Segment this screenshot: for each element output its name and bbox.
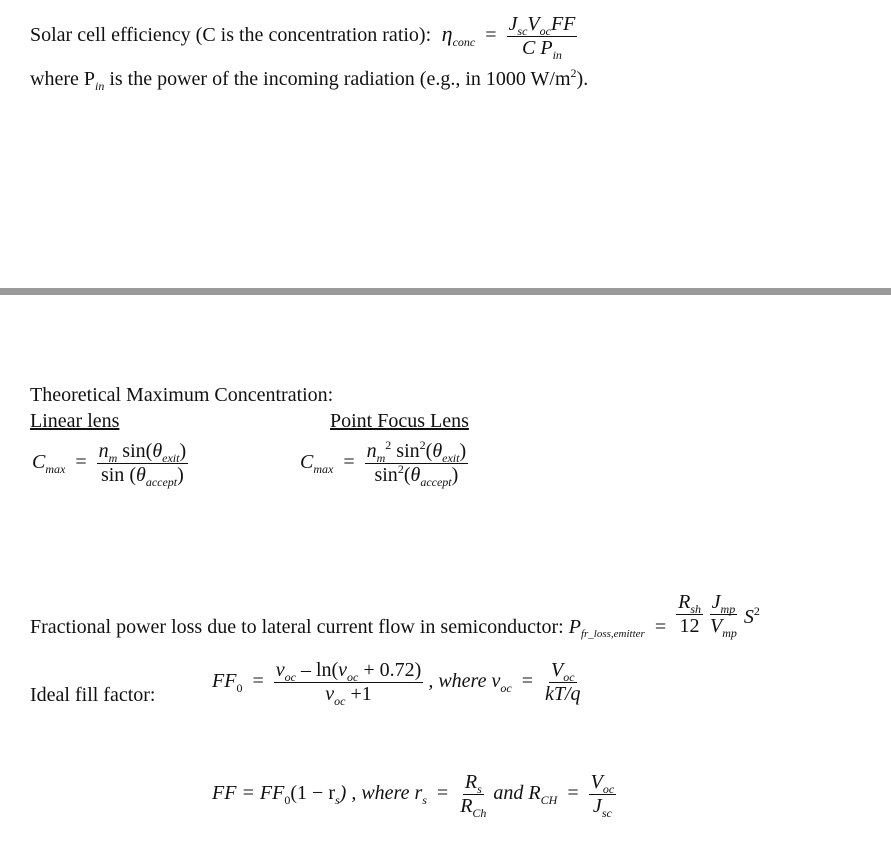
mp-sub: mp bbox=[720, 602, 736, 616]
loss-fraction-2 bbox=[708, 591, 739, 640]
voc-def-sub: oc bbox=[500, 681, 512, 696]
linear-lens-formula bbox=[32, 440, 188, 489]
jsc-rch-sub: sc bbox=[601, 806, 612, 820]
p-sub: fr_loss,emitter bbox=[580, 628, 645, 641]
sin-exp-2: 2 bbox=[397, 462, 404, 476]
j-mp: J bbox=[711, 591, 721, 613]
rs-r: R bbox=[464, 771, 478, 793]
eq1: = bbox=[70, 451, 92, 474]
equals-loss: = bbox=[649, 616, 672, 639]
p-symbol: P bbox=[568, 616, 581, 639]
voc-small-sub-2: oc bbox=[347, 670, 359, 684]
max-concentration-heading: Theoretical Maximum Concentration: bbox=[30, 384, 334, 406]
sin-exit: sin bbox=[122, 440, 146, 462]
accept-sub: accept bbox=[145, 475, 178, 489]
jsc-j: J bbox=[508, 13, 518, 35]
exit-sub-2: exit bbox=[442, 451, 460, 465]
and-rch: and R bbox=[493, 782, 541, 805]
ff-zero: 0 bbox=[236, 681, 243, 696]
rch-r: R bbox=[460, 795, 473, 817]
twelve: 12 bbox=[679, 615, 700, 637]
voc-cap: V bbox=[550, 659, 564, 681]
rch2-sub: CH bbox=[540, 793, 558, 808]
fill-factor-formula bbox=[212, 659, 583, 708]
sin-exp: 2 bbox=[419, 438, 426, 452]
sin-exit-2: sin bbox=[396, 440, 420, 462]
sh-sub: sh bbox=[690, 602, 701, 616]
rs-s: s bbox=[477, 782, 482, 796]
where-close: ). bbox=[576, 68, 589, 90]
where-prefix: where P bbox=[30, 68, 95, 90]
v-mp: V bbox=[710, 615, 723, 637]
eq-voc: = bbox=[516, 670, 538, 693]
ff-symbol: FF bbox=[212, 670, 237, 693]
voc-small-3: v bbox=[325, 683, 335, 705]
s-symbol: S bbox=[743, 606, 754, 629]
cmax-sub-2: max bbox=[313, 462, 334, 477]
fill-factor-label: Ideal fill factor: bbox=[30, 684, 156, 706]
voc-small: v bbox=[275, 659, 285, 681]
point-focus-formula bbox=[300, 438, 468, 489]
ln-part: – ln( bbox=[300, 659, 339, 681]
where-line bbox=[30, 68, 588, 91]
sin-accept-2: sin bbox=[374, 464, 398, 486]
divider-rule bbox=[0, 288, 891, 295]
efficiency-intro: Solar cell efficiency (C is the concentration ratio): bbox=[30, 24, 432, 47]
m-sub: m bbox=[108, 451, 118, 465]
theta-exit: θ bbox=[152, 440, 163, 462]
where-exp: 2 bbox=[570, 66, 577, 80]
efficiency-fraction bbox=[507, 13, 578, 62]
where-in-sub: in bbox=[94, 79, 105, 93]
eq2: = bbox=[338, 451, 360, 474]
ff-series-formula bbox=[212, 771, 616, 820]
voc-v: V bbox=[527, 13, 540, 35]
cmax-sub: max bbox=[45, 462, 66, 477]
eq-rs: = bbox=[431, 782, 454, 805]
jsc-sub: sc bbox=[517, 24, 528, 38]
theta-accept: θ bbox=[135, 464, 146, 486]
power-loss-line bbox=[30, 591, 760, 641]
voc-small-2: v bbox=[338, 659, 348, 681]
voc-small-sub-3: oc bbox=[334, 694, 346, 708]
point-fraction: $\frac{n_m^2 \sin^2(\theta_{exit})}{\sin^2(\theta_{accept})}$ bbox=[366, 438, 467, 489]
plus-part: + 0.72) bbox=[363, 659, 422, 681]
voc-def: v bbox=[491, 670, 501, 693]
loss-fraction-1 bbox=[676, 592, 703, 637]
n-m: n bbox=[98, 440, 109, 462]
kt-over-q: kT/q bbox=[544, 683, 581, 705]
efficiency-line bbox=[30, 13, 577, 62]
ff-eq-prefix: FF = FF bbox=[212, 782, 285, 805]
eq-rch: = bbox=[562, 782, 584, 805]
voc-cap-sub: oc bbox=[563, 670, 575, 684]
voc-small-sub: oc bbox=[284, 670, 296, 684]
rs-fraction bbox=[458, 771, 488, 820]
mp-sub-2: mp bbox=[722, 626, 737, 640]
ff-fraction bbox=[274, 659, 424, 708]
den-sub: in bbox=[552, 48, 562, 62]
den-p: P bbox=[540, 37, 553, 59]
where-text: , where bbox=[428, 670, 487, 693]
rch-sub: Ch bbox=[472, 806, 487, 820]
s-exp: 2 bbox=[753, 604, 760, 619]
equals-sign: = bbox=[480, 24, 502, 47]
den-c: C bbox=[522, 37, 536, 59]
voc-sub: oc bbox=[539, 24, 551, 38]
ff-eq-suffix: ) , where r bbox=[339, 782, 423, 805]
voc-rch: V bbox=[590, 771, 603, 793]
accept-sub-2: accept bbox=[420, 475, 452, 489]
r-sh: R bbox=[678, 591, 691, 613]
ff-eq-mid: (1 − r bbox=[290, 782, 335, 805]
sin-accept: sin bbox=[100, 464, 125, 486]
eta-symbol: η bbox=[436, 21, 453, 47]
ff-eq-s2: s bbox=[422, 793, 427, 808]
point-focus-label: Point Focus Lens bbox=[330, 410, 469, 432]
n-m-2: n bbox=[366, 440, 377, 462]
jsc-rch: J bbox=[592, 795, 602, 817]
cmax-c: C bbox=[32, 451, 46, 474]
ff-eq-zero: 0 bbox=[284, 793, 291, 808]
voc-rch-sub: oc bbox=[602, 782, 615, 796]
where-suffix: is the power of the incoming radiation (e.g., in 1000 W/m bbox=[109, 68, 571, 90]
ff-text: FF bbox=[550, 13, 576, 35]
den-plus-one: +1 bbox=[350, 683, 372, 705]
cmax-c-2: C bbox=[300, 451, 314, 474]
n-exp: 2 bbox=[385, 438, 392, 452]
eq-ff: = bbox=[247, 670, 269, 693]
ff-eq-s: s bbox=[334, 793, 340, 808]
voc-fraction bbox=[543, 660, 583, 705]
rch-fraction bbox=[589, 771, 617, 820]
linear-lens-label: Linear lens bbox=[30, 410, 120, 432]
theta-accept-2: θ bbox=[410, 464, 421, 486]
exit-sub: exit bbox=[162, 451, 180, 465]
eta-sub: conc bbox=[452, 35, 476, 50]
linear-fraction: $\frac{n_m \sin(\theta_{exit})}{\sin (\theta_{accept})}$ bbox=[98, 440, 187, 489]
power-loss-label: Fractional power loss due to lateral current flow in semiconductor: bbox=[30, 616, 564, 639]
theta-exit-2: θ bbox=[432, 440, 443, 462]
m-sub-2: m bbox=[376, 451, 386, 465]
